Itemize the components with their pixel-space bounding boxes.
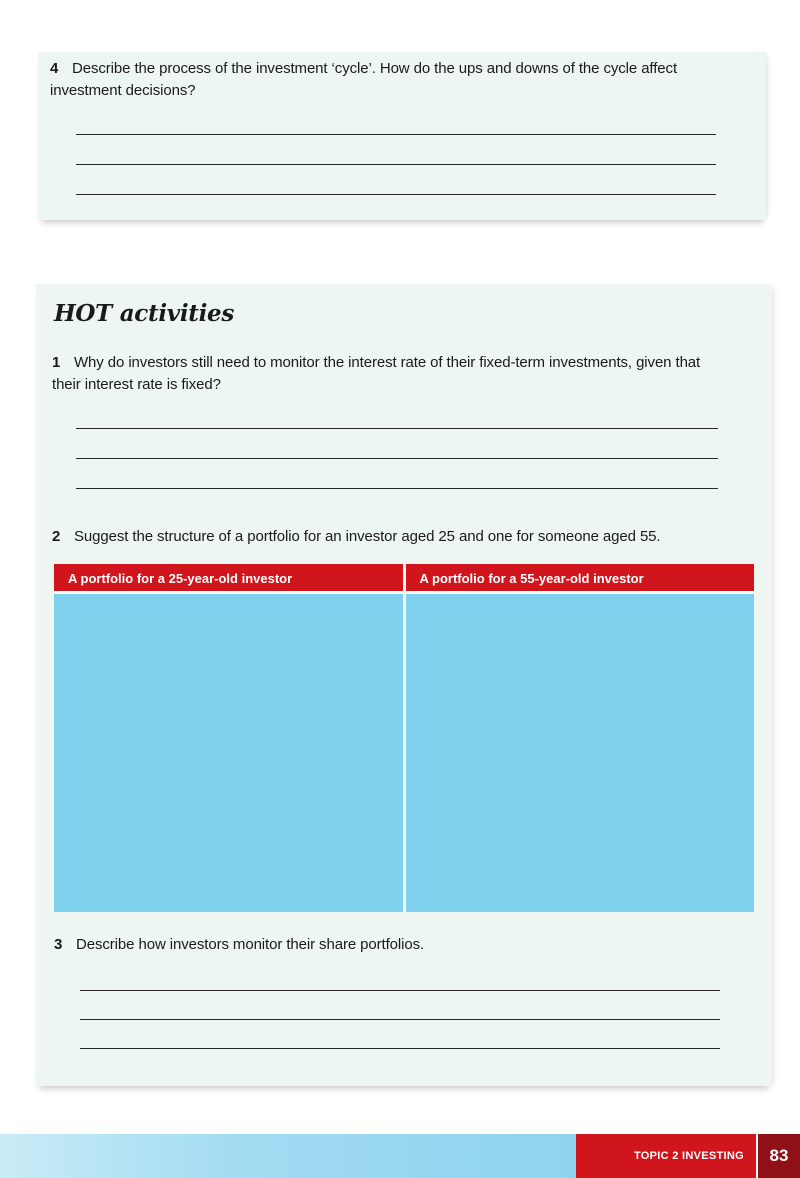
answer-line[interactable] xyxy=(76,488,718,489)
portfolio-column-55 xyxy=(406,564,755,912)
hot-question-3 xyxy=(54,934,734,956)
portfolio-header-25: A portfolio for a 25-year-old investor xyxy=(54,564,403,594)
page-number: 83 xyxy=(758,1134,800,1178)
footer-topic-label: TOPIC 2 INVESTING xyxy=(576,1134,756,1178)
answer-line[interactable] xyxy=(76,134,716,135)
portfolio-table xyxy=(54,564,754,912)
hot-question-2-number: 2 xyxy=(52,528,61,545)
answer-line[interactable] xyxy=(76,428,718,429)
answer-line[interactable] xyxy=(76,194,716,195)
question-4-number: 4 xyxy=(50,60,59,77)
hot-question-1 xyxy=(52,352,732,396)
answer-line[interactable] xyxy=(76,164,716,165)
portfolio-answer-area-55[interactable] xyxy=(406,594,755,912)
answer-line[interactable] xyxy=(80,1019,720,1020)
hot-question-3-text: Describe how investors monitor their share portfolios. xyxy=(76,936,425,953)
hot-question-3-number: 3 xyxy=(54,936,63,953)
hot-question-2-text: Suggest the structure of a portfolio for an investor aged 25 and one for someone aged 55. xyxy=(74,528,661,545)
question-4-text: Describe the process of the investment ‘cycle’. How do the ups and downs of the cycle affect investment decisions? xyxy=(50,60,678,99)
hot-question-2 xyxy=(52,526,762,548)
answer-line[interactable] xyxy=(80,990,720,991)
question-4 xyxy=(50,58,740,102)
hot-question-1-text: Why do investors still need to monitor the interest rate of their fixed-term investments, given that their interest rate is fixed? xyxy=(52,354,701,393)
portfolio-header-55: A portfolio for a 55-year-old investor xyxy=(406,564,755,594)
portfolio-column-25 xyxy=(54,564,403,912)
hot-activities-title: HOT activities xyxy=(54,300,235,327)
hot-question-1-number: 1 xyxy=(52,354,61,371)
portfolio-answer-area-25[interactable] xyxy=(54,594,403,912)
answer-line[interactable] xyxy=(76,458,718,459)
answer-line[interactable] xyxy=(80,1048,720,1049)
footer-strip xyxy=(0,1134,576,1178)
